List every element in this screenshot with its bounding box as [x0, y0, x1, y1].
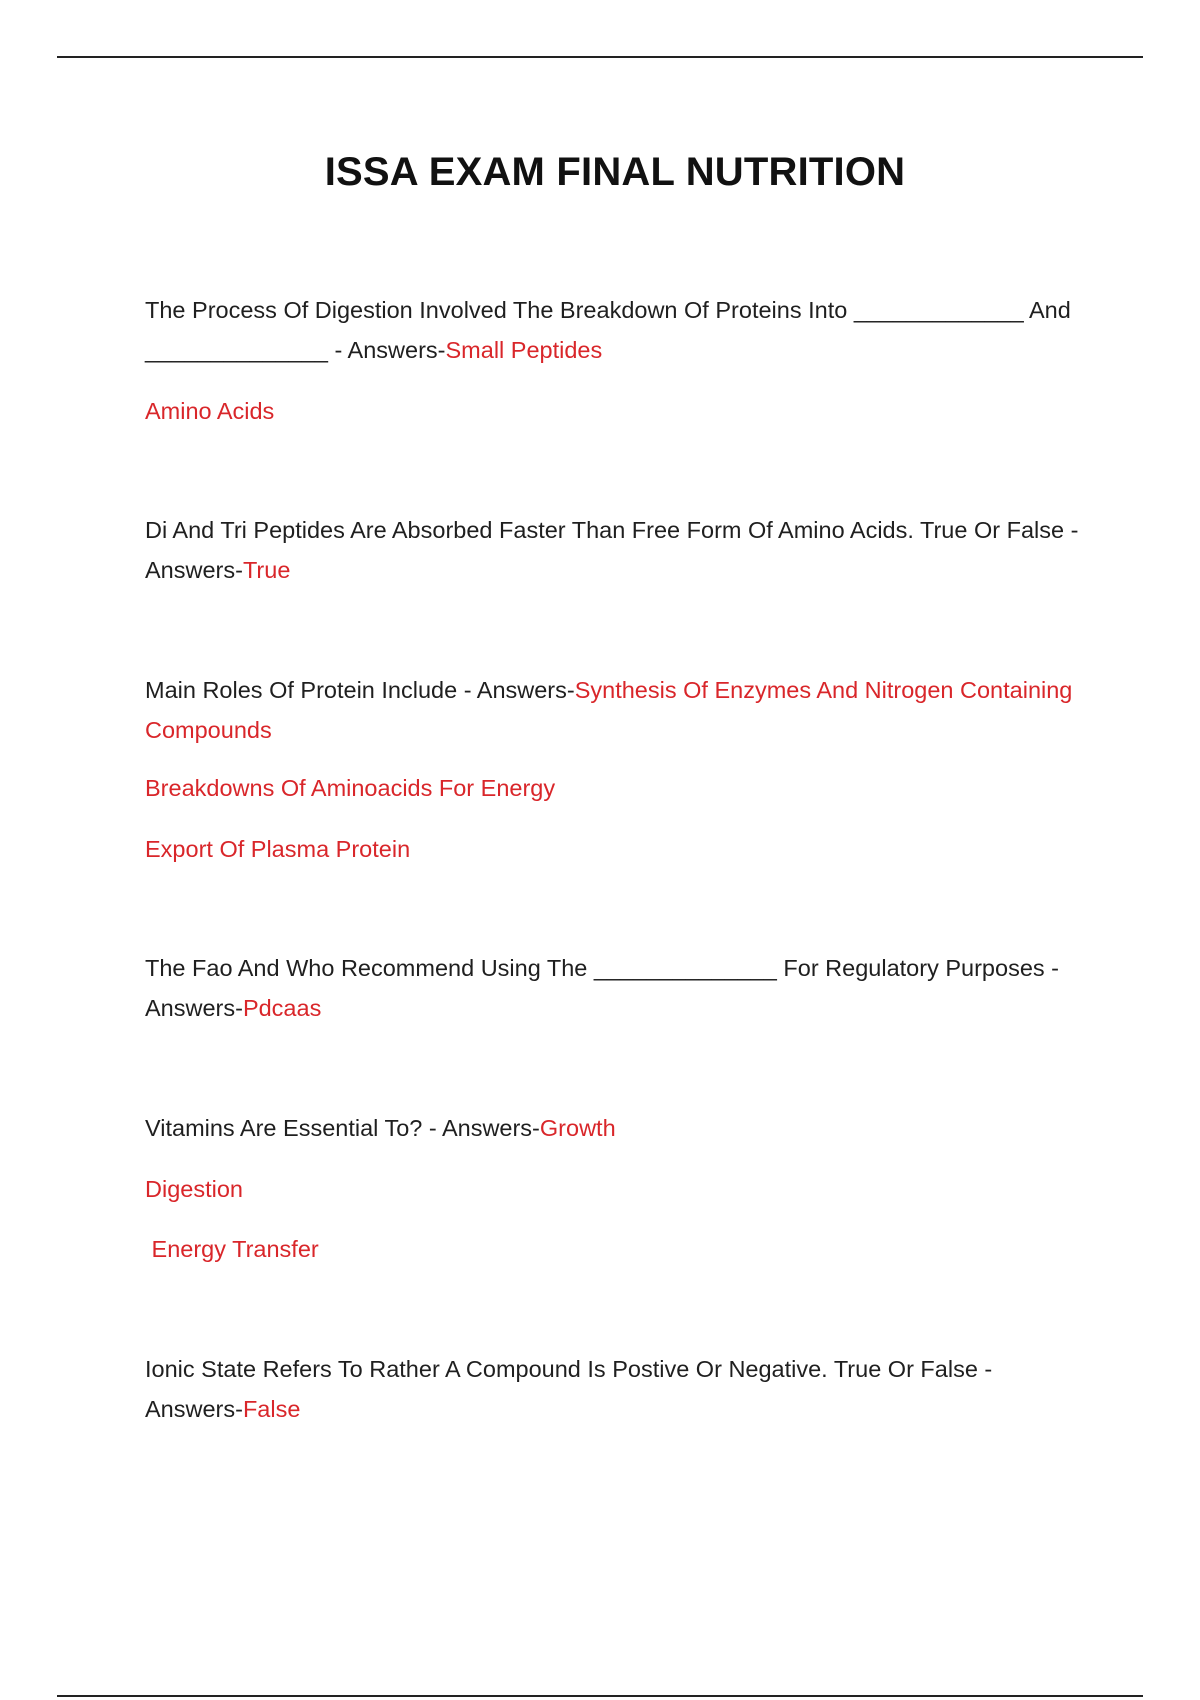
answer-text: False: [242, 1396, 301, 1422]
qa-item-5: [145, 1108, 1095, 1148]
extra-answer: Export Of Plasma Protein: [145, 836, 411, 862]
answer-text: Small Peptides: [445, 337, 603, 363]
answer-text: True: [242, 557, 291, 583]
bottom-rule: [57, 1695, 1143, 1697]
question-text: Ionic State Refers To Rather A Compound Is Postive Or Negative. True Or False - Answers-: [145, 1356, 993, 1422]
document-title: ISSA EXAM FINAL NUTRITION: [324, 150, 906, 194]
qa-item-2: [145, 510, 1095, 590]
question-text: Main Roles Of Protein Include - Answers-: [145, 677, 575, 703]
extra-answer: Energy Transfer: [145, 1236, 319, 1262]
question-text: Vitamins Are Essential To? - Answers-: [145, 1115, 540, 1141]
answer-text: Synthesis Of Enzymes And Nitrogen Containing Compounds: [145, 677, 1073, 743]
answer-text: Pdcaas: [242, 995, 322, 1021]
qa-item-1: [145, 290, 1095, 370]
answer-text: Growth: [539, 1115, 616, 1141]
qa-item-4: [145, 948, 1095, 1028]
question-text: The Fao And Who Recommend Using The ______________ For Regulatory Purposes - Answers-: [145, 955, 1059, 1021]
extra-answer: Digestion: [145, 1176, 243, 1202]
extra-answer: Breakdowns Of Aminoacids For Energy: [145, 775, 556, 801]
question-text: Di And Tri Peptides Are Absorbed Faster Than Free Form Of Amino Acids. True Or False - Answers-: [145, 517, 1079, 583]
qa-item-3: [145, 670, 1095, 750]
question-text: The Process Of Digestion Involved The Breakdown Of Proteins Into _____________ And ______________ - Answers-: [145, 297, 1071, 363]
extra-answer: Amino Acids: [145, 398, 275, 424]
qa-item-6: [145, 1349, 1095, 1429]
top-rule: [57, 56, 1143, 58]
